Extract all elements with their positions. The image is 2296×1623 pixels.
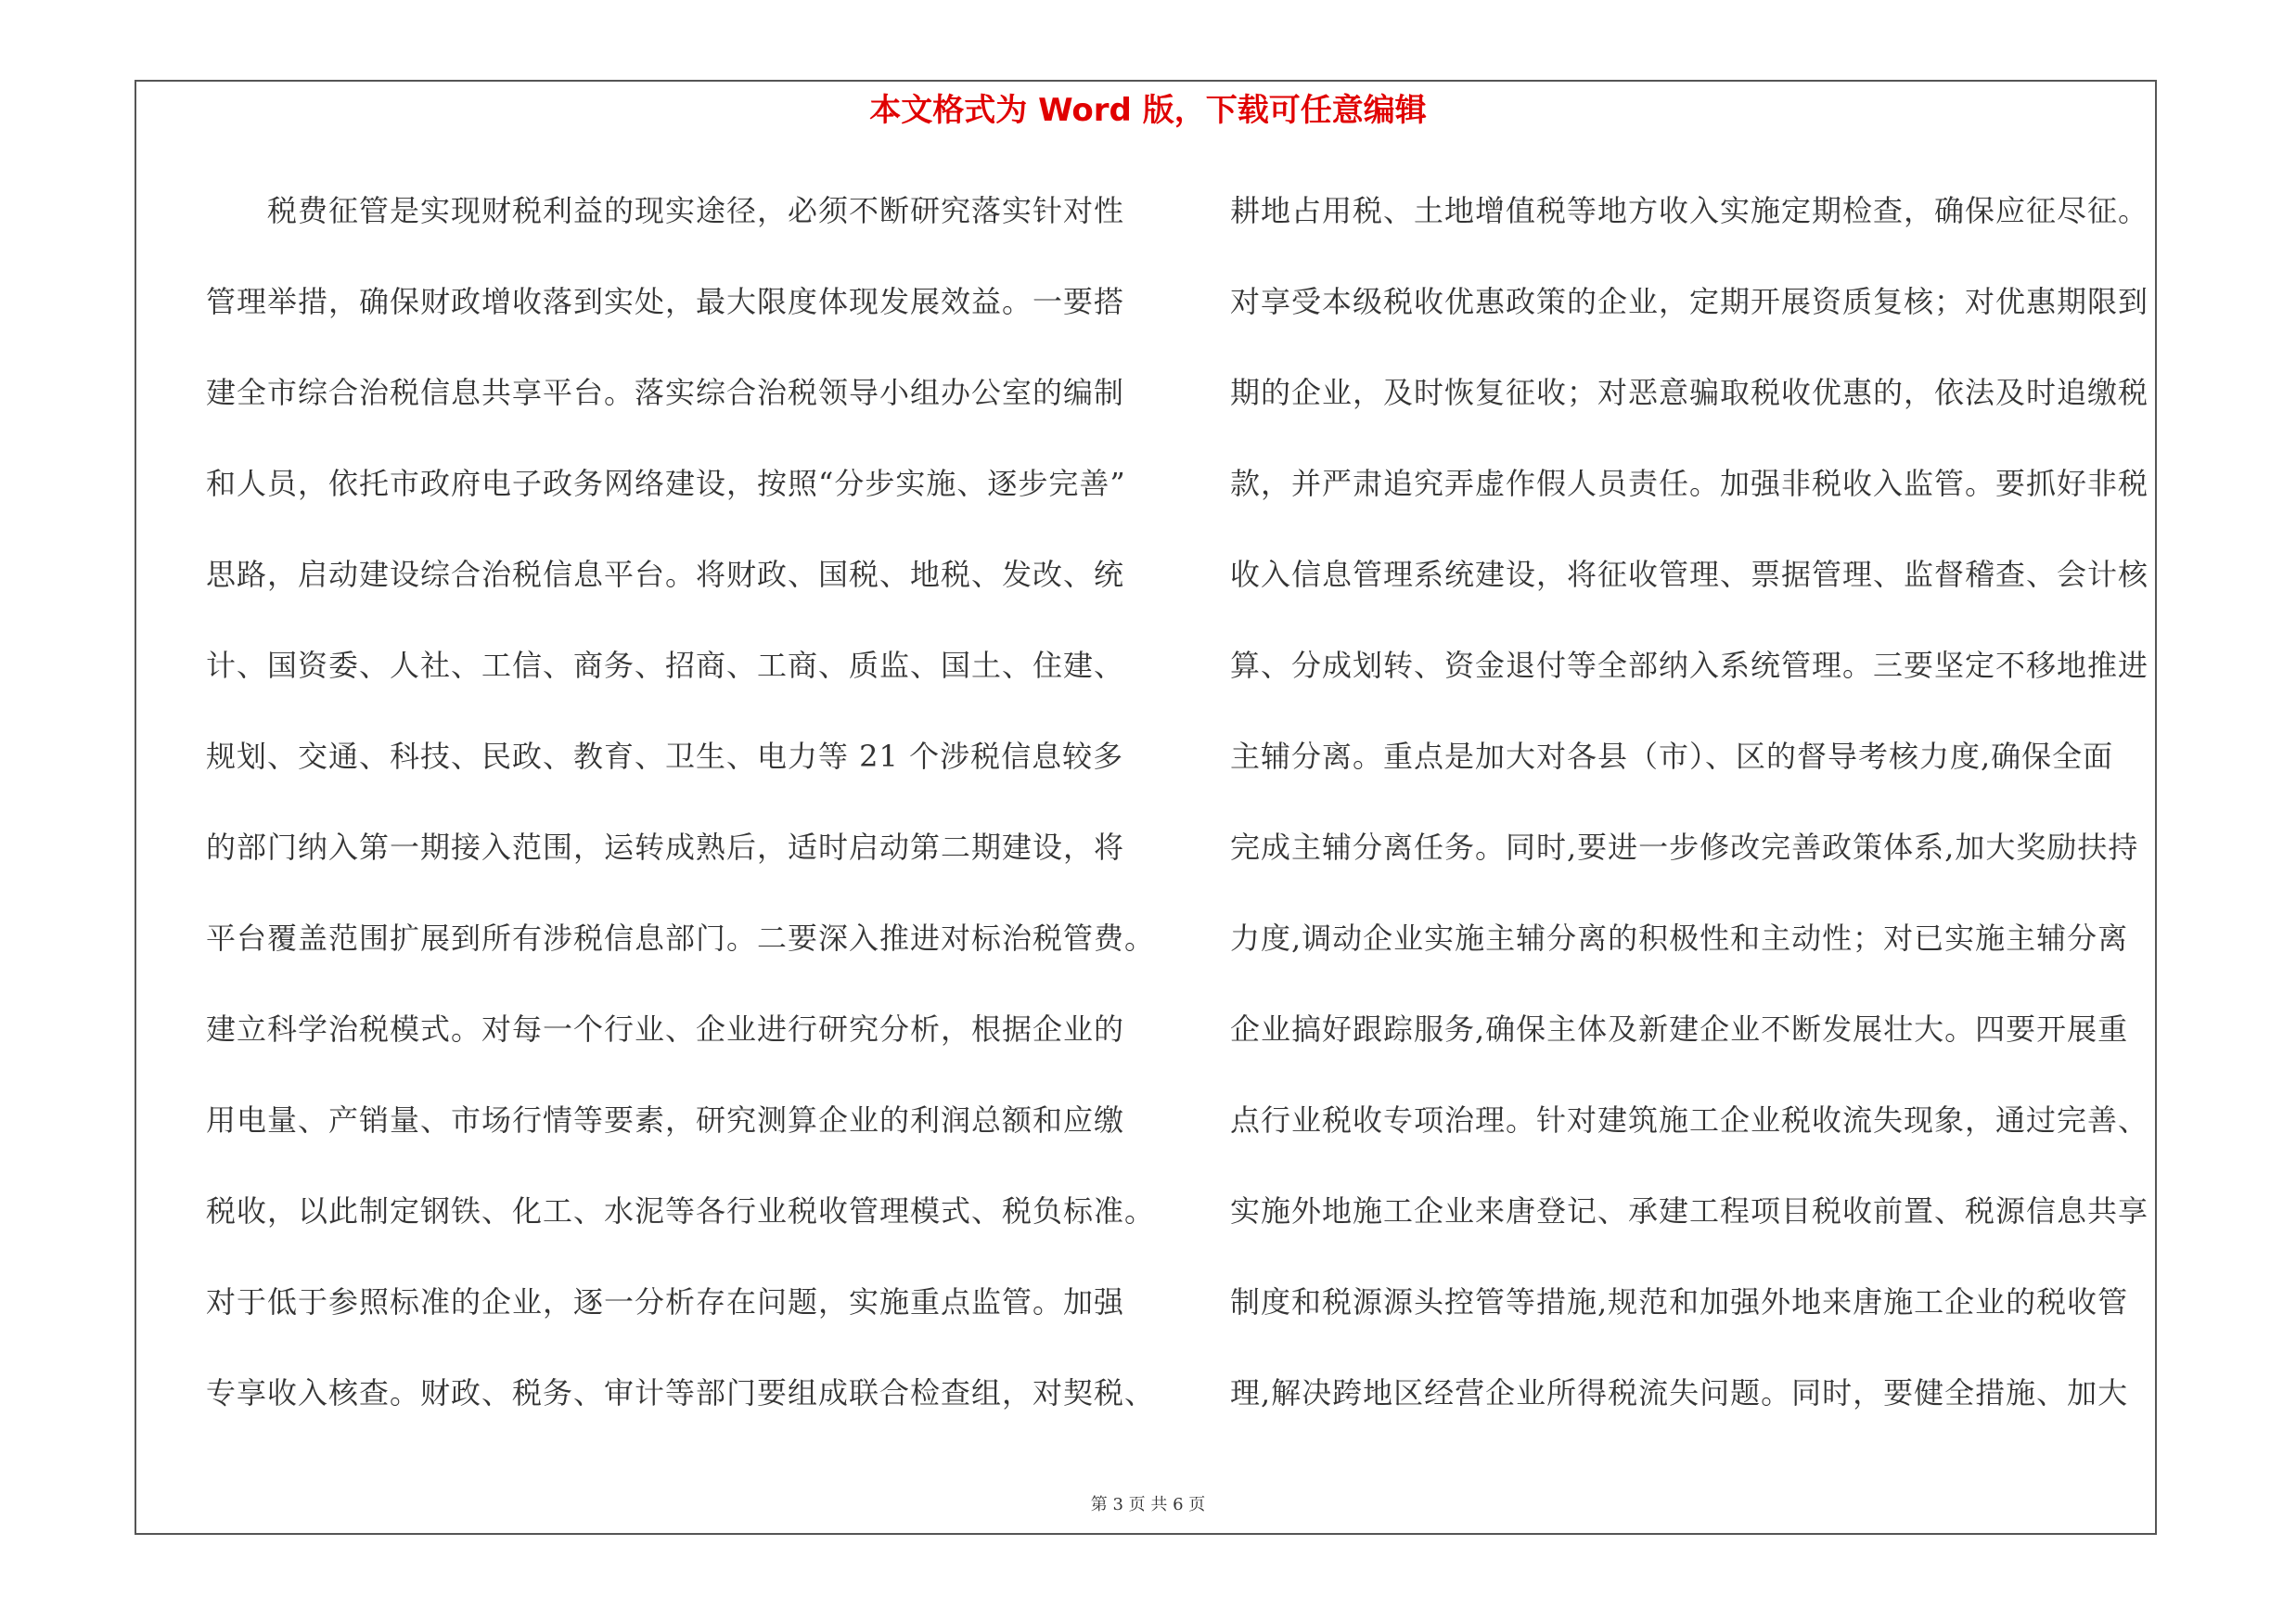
text-line: 耕地占用税、土地增值税等地方收入实施定期检查，确保应征尽征。 (1230, 193, 2149, 228)
text-line: 计、国资委、人社、工信、商务、招商、工商、质监、国土、住建、 (206, 648, 1125, 683)
text-line: 建全市综合治税信息共享平台。落实综合治税领导小组办公室的编制 (206, 375, 1125, 410)
text-line: 算、分成划转、资金退付等全部纳入系统管理。三要坚定不移地推进 (1230, 648, 2149, 683)
page-number-footer: 第 3 页 共 6 页 (1090, 1495, 1206, 1514)
text-line: 实施外地施工企业来唐登记、承建工程项目税收前置、税源信息共享 (1230, 1193, 2149, 1229)
text-line: 税收，以此制定钢铁、化工、水泥等各行业税收管理模式、税负标准。 (206, 1193, 1156, 1229)
text-line: 企业搞好跟踪服务,确保主体及新建企业不断发展壮大。四要开展重 (1230, 1011, 2129, 1047)
text-line: 对享受本级税收优惠政策的企业，定期开展资质复核；对优惠期限到 (1230, 284, 2149, 319)
text-line: 完成主辅分离任务。同时,要进一步修改完善政策体系,加大奖励扶持 (1230, 830, 2139, 865)
text-line: 管理举措，确保财政增收落到实处，最大限度体现发展效益。一要搭 (206, 284, 1125, 319)
text-line: 专享收入核查。财政、税务、审计等部门要组成联合检查组，对契税、 (206, 1375, 1156, 1410)
text-line: 用电量、产销量、市场行情等要素，研究测算企业的利润总额和应缴 (206, 1102, 1125, 1138)
word-format-banner: 本文格式为 Word 版，下载可任意编辑 (869, 92, 1427, 129)
text-line: 平台覆盖范围扩展到所有涉税信息部门。二要深入推进对标治税管费。 (206, 921, 1156, 956)
text-line: 制度和税源源头控管等措施,规范和加强外地来唐施工企业的税收管 (1230, 1284, 2129, 1320)
text-line: 建立科学治税模式。对每一个行业、企业进行研究分析，根据企业的 (206, 1011, 1125, 1047)
text-line: 规划、交通、科技、民政、教育、卫生、电力等 21 个涉税信息较多 (206, 739, 1124, 774)
text-line: 收入信息管理系统建设，将征收管理、票据管理、监督稽查、会计核 (1230, 557, 2149, 592)
text-line: 款，并严肃追究弄虚作假人员责任。加强非税收入监管。要抓好非税 (1230, 466, 2149, 501)
text-line: 期的企业，及时恢复征收；对恶意骗取税收优惠的，依法及时追缴税 (1230, 375, 2149, 410)
text-line: 理,解决跨地区经营企业所得税流失问题。同时，要健全措施、加大 (1230, 1375, 2129, 1410)
text-line: 的部门纳入第一期接入范围，运转成熟后，适时启动第二期建设，将 (206, 830, 1125, 865)
text-line: 点行业税收专项治理。针对建筑施工企业税收流失现象，通过完善、 (1230, 1102, 2149, 1138)
text-line: 和人员，依托市政府电子政务网络建设，按照“分步实施、逐步完善” (206, 466, 1126, 501)
text-line: 对于低于参照标准的企业，逐一分析存在问题，实施重点监管。加强 (206, 1284, 1125, 1320)
right-column (1230, 184, 2167, 1457)
text-line: 思路，启动建设综合治税信息平台。将财政、国税、地税、发改、统 (206, 557, 1125, 592)
text-line: 主辅分离。重点是加大对各县（市）、区的督导考核力度,确保全面 (1230, 739, 2114, 774)
left-column (206, 184, 1163, 1457)
text-line: 力度,调动企业实施主辅分离的积极性和主动性；对已实施主辅分离 (1230, 921, 2129, 956)
text-line: 税费征管是实现财税利益的现实途径，必须不断研究落实针对性 (206, 193, 1125, 228)
